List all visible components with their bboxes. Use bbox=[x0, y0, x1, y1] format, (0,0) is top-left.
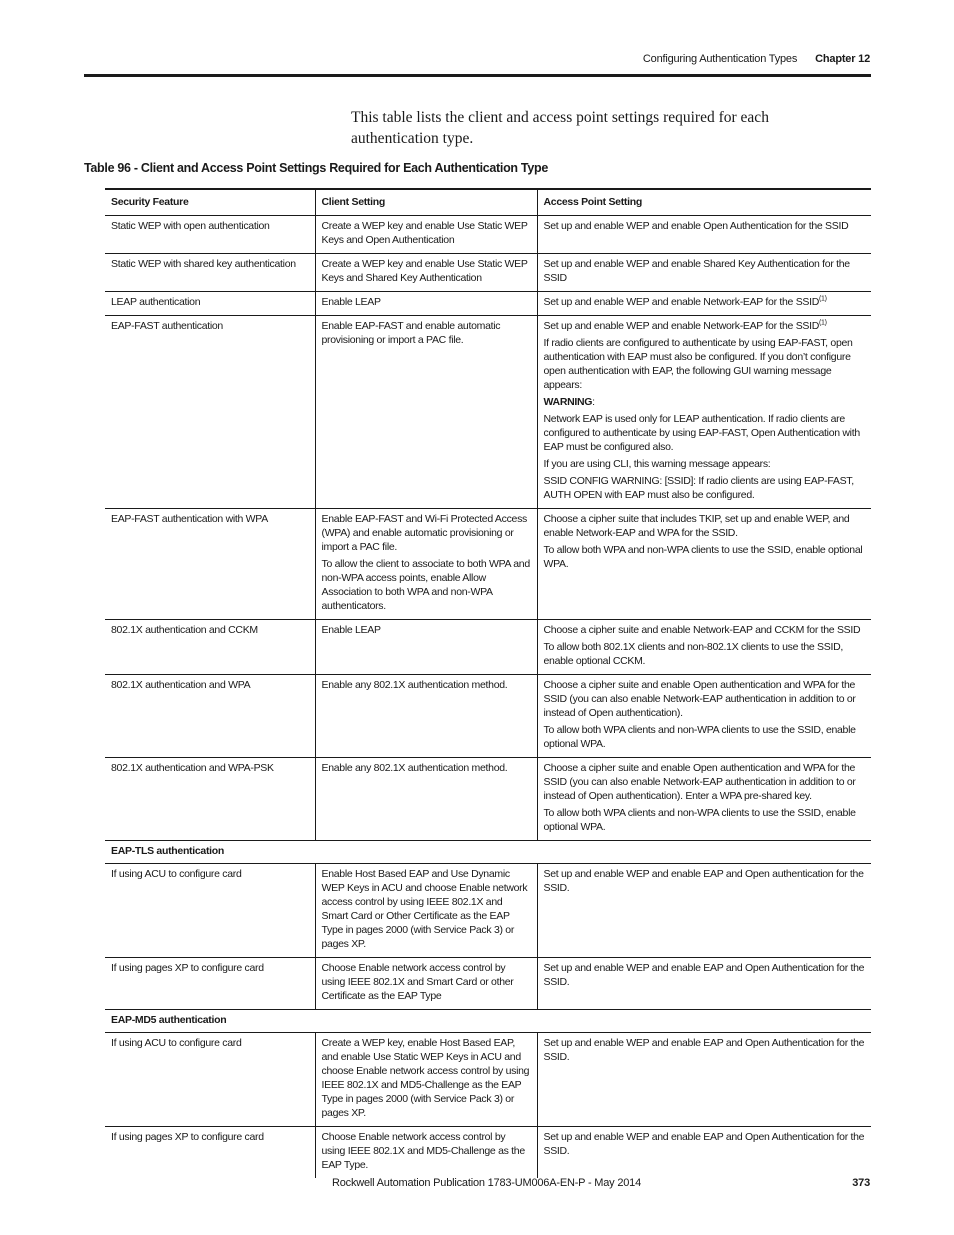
settings-table bbox=[105, 188, 871, 1178]
client-setting-cell bbox=[315, 292, 537, 316]
access-point-setting-cell bbox=[537, 1033, 871, 1127]
access-point-setting-paragraph bbox=[544, 457, 867, 471]
access-point-setting-cell bbox=[537, 254, 871, 292]
access-point-setting-paragraph bbox=[544, 474, 867, 502]
access-point-setting-cell bbox=[537, 1127, 871, 1179]
access-point-setting-paragraph bbox=[544, 761, 867, 803]
table-row bbox=[105, 509, 871, 620]
security-feature-cell: 802.1X authentication and CCKM bbox=[111, 624, 258, 636]
access-point-setting-text: Set up and enable WEP and enable EAP and Open Authentication for the SSID. bbox=[543, 962, 865, 988]
table-row bbox=[105, 620, 871, 675]
section-row bbox=[105, 1010, 871, 1033]
access-point-setting-text: To allow both 802.1X clients and non-802.1X clients to use the SSID, enable optional CCKM. bbox=[543, 641, 843, 667]
access-point-setting-cell bbox=[537, 620, 871, 675]
client-setting-cell bbox=[315, 620, 537, 675]
footnote-marker: (1) bbox=[819, 295, 827, 303]
access-point-setting-paragraph bbox=[544, 867, 867, 895]
access-point-setting-text: To allow both WPA clients and non-WPA clients to use the SSID, enable optional WPA. bbox=[543, 807, 856, 833]
client-setting-text: Enable EAP-FAST and Wi-Fi Protected Access (WPA) and enable automatic provisioning or import a PAC file. bbox=[321, 513, 527, 553]
table-header-row bbox=[105, 189, 871, 216]
column-header-access-point-setting: Access Point Setting bbox=[537, 189, 871, 216]
access-point-setting-text: Set up and enable WEP and enable Network-EAP for the SSID bbox=[543, 296, 820, 308]
section-row bbox=[105, 841, 871, 864]
access-point-setting-cell bbox=[537, 216, 871, 254]
security-feature-cell: If using pages XP to configure card bbox=[111, 962, 264, 974]
table-row bbox=[105, 316, 871, 509]
security-feature-cell: If using pages XP to configure card bbox=[111, 1131, 264, 1143]
client-setting-text: Create a WEP key, enable Host Based EAP, and enable Use Static WEP Keys in ACU and choose Enable network access control by using IEEE 802.1X and MD5-Challenge as the EAP Type in pages 2000 (with Service Pack 3) or pages XP. bbox=[321, 1037, 530, 1119]
access-point-setting-text: Set up and enable WEP and enable EAP and Open authentication for the SSID. bbox=[543, 868, 864, 894]
access-point-setting-cell bbox=[537, 758, 871, 841]
access-point-setting-paragraph bbox=[544, 512, 867, 540]
publication-info: Rockwell Automation Publication 1783-UM006A-EN-P - May 2014 bbox=[332, 1177, 641, 1189]
client-setting-cell bbox=[315, 958, 537, 1010]
access-point-setting-paragraph bbox=[544, 336, 867, 392]
access-point-setting-text: Choose a cipher suite and enable Open authentication and WPA for the SSID (you can also enable Network-EAP authentication in addition to or instead of Open authentication). bbox=[543, 679, 856, 719]
security-feature-cell: Static WEP with open authentication bbox=[111, 220, 270, 232]
client-setting-text: Enable EAP-FAST and enable automatic provisioning or import a PAC file. bbox=[321, 320, 501, 346]
table-row bbox=[105, 1033, 871, 1127]
client-setting-cell bbox=[315, 254, 537, 292]
client-setting-text: Enable Host Based EAP and Use Dynamic WEP Keys in ACU and choose Enable network access control by using IEEE 802.1X and Smart Card or Other Certificate as the EAP Type in pages 2000 (with Service Pack 3) or pages XP. bbox=[321, 868, 528, 950]
security-feature-cell: LEAP authentication bbox=[111, 296, 201, 308]
security-feature-cell: If using ACU to configure card bbox=[111, 1037, 242, 1049]
access-point-setting-text: If you are using CLI, this warning message appears: bbox=[543, 458, 771, 470]
access-point-setting-paragraph bbox=[544, 1036, 867, 1064]
access-point-setting-cell bbox=[537, 316, 871, 509]
table-row bbox=[105, 958, 871, 1010]
security-feature-cell: 802.1X authentication and WPA-PSK bbox=[111, 762, 274, 774]
access-point-setting-text: Set up and enable WEP and enable EAP and Open Authentication for the SSID. bbox=[543, 1037, 865, 1063]
table-row bbox=[105, 675, 871, 758]
security-feature-cell: EAP-FAST authentication bbox=[111, 320, 223, 332]
intro-paragraph: This table lists the client and access point settings required for each authentication type. bbox=[351, 109, 769, 147]
page-number: 373 bbox=[852, 1177, 870, 1189]
running-head-section-title: Configuring Authentication Types bbox=[642, 53, 798, 65]
section-heading: EAP-MD5 authentication bbox=[111, 1014, 227, 1026]
access-point-setting-paragraph bbox=[544, 678, 867, 720]
access-point-setting-text: To allow both WPA clients and non-WPA clients to use the SSID, enable optional WPA. bbox=[543, 724, 856, 750]
client-setting-cell bbox=[315, 1127, 537, 1179]
client-setting-cell bbox=[315, 864, 537, 958]
warning-label: WARNING bbox=[543, 396, 593, 408]
access-point-setting-cell bbox=[537, 958, 871, 1010]
access-point-setting-text: To allow both WPA and non-WPA clients to use the SSID, enable optional WPA. bbox=[543, 544, 863, 570]
client-setting-text: Enable any 802.1X authentication method. bbox=[321, 679, 508, 691]
table-row bbox=[105, 216, 871, 254]
footnote-marker: (1) bbox=[819, 319, 827, 327]
access-point-setting-text: Set up and enable WEP and enable EAP and Open Authentication for the SSID. bbox=[543, 1131, 865, 1157]
column-header-client-setting: Client Setting bbox=[315, 189, 537, 216]
client-setting-text: Enable any 802.1X authentication method. bbox=[321, 762, 508, 774]
table-caption: Table 96 - Client and Access Point Settings Required for Each Authentication Type bbox=[84, 161, 548, 175]
running-head-chapter: Chapter 12 bbox=[815, 53, 870, 65]
access-point-setting-cell bbox=[537, 509, 871, 620]
table-row bbox=[105, 758, 871, 841]
header-rule bbox=[84, 74, 871, 77]
access-point-setting-text: Choose a cipher suite that includes TKIP, set up and enable WEP, and enable Network-EAP and WPA for the SSID. bbox=[543, 513, 850, 539]
column-header-security-feature: Security Feature bbox=[111, 196, 189, 208]
client-setting-cell bbox=[315, 509, 537, 620]
table-row bbox=[105, 292, 871, 316]
access-point-setting-text: Set up and enable WEP and enable Shared Key Authentication for the SSID bbox=[543, 258, 850, 284]
access-point-setting-text: Set up and enable WEP and enable Open Authentication for the SSID bbox=[543, 220, 849, 232]
access-point-setting-text: Network EAP is used only for LEAP authentication. If radio clients are configured to authenticate by using EAP-FAST, Open Authentication with EAP must be configured also. bbox=[543, 413, 860, 453]
access-point-setting-paragraph bbox=[544, 623, 867, 637]
client-setting-text: Enable LEAP bbox=[321, 624, 381, 636]
table-body bbox=[105, 216, 871, 1179]
client-setting-cell bbox=[315, 316, 537, 509]
client-setting-cell bbox=[315, 758, 537, 841]
access-point-setting-paragraph bbox=[544, 723, 867, 751]
warning-label-colon: : bbox=[592, 396, 595, 408]
client-setting-text: To allow the client to associate to both WPA and non-WPA access points, enable Allow Association to both WPA and non-WPA authenticators. bbox=[321, 558, 530, 612]
client-setting-text: Create a WEP key and enable Use Static WEP Keys and Open Authentication bbox=[321, 220, 528, 246]
access-point-setting-paragraph bbox=[544, 961, 867, 989]
client-setting-cell bbox=[315, 675, 537, 758]
security-feature-cell: Static WEP with shared key authentication bbox=[111, 258, 296, 270]
access-point-setting-text: If radio clients are configured to authenticate by using EAP-FAST, open authentication with EAP must also be configured. If you don’t configure open authentication with EAP, the following GUI warning message appears: bbox=[543, 337, 853, 391]
access-point-setting-paragraph bbox=[544, 295, 867, 309]
client-setting-cell bbox=[315, 216, 537, 254]
access-point-setting-cell bbox=[537, 675, 871, 758]
access-point-setting-text: Set up and enable WEP and enable Network-EAP for the SSID bbox=[543, 320, 820, 332]
table-row bbox=[105, 254, 871, 292]
section-heading: EAP-TLS authentication bbox=[111, 845, 224, 857]
access-point-setting-paragraph bbox=[544, 219, 867, 233]
access-point-setting-cell bbox=[537, 864, 871, 958]
table-row bbox=[105, 864, 871, 958]
security-feature-cell: EAP-FAST authentication with WPA bbox=[111, 513, 268, 525]
client-setting-text: Choose Enable network access control by using IEEE 802.1X and Smart Card or other Certificate as the EAP Type bbox=[321, 962, 514, 1002]
access-point-setting-paragraph bbox=[544, 412, 867, 454]
access-point-setting-paragraph bbox=[544, 257, 867, 285]
client-setting-text: Choose Enable network access control by using IEEE 802.1X and MD5-Challenge as the EAP Type. bbox=[321, 1131, 525, 1171]
access-point-setting-text: Choose a cipher suite and enable Open authentication and WPA for the SSID (you can also enable Network-EAP authentication in addition to or instead of Open authentication). Enter a WPA pre-shared key. bbox=[543, 762, 856, 802]
access-point-setting-text: SSID CONFIG WARNING: [SSID]: If radio clients are using EAP-FAST, AUTH OPEN with EAP must also be configured. bbox=[543, 475, 854, 501]
security-feature-cell: If using ACU to configure card bbox=[111, 868, 242, 880]
access-point-setting-paragraph bbox=[544, 806, 867, 834]
access-point-setting-paragraph bbox=[544, 543, 867, 571]
running-head bbox=[643, 53, 870, 65]
access-point-setting-paragraph bbox=[544, 319, 867, 333]
access-point-setting-paragraph bbox=[544, 395, 867, 409]
client-setting-text: Create a WEP key and enable Use Static WEP Keys and Shared Key Authentication bbox=[321, 258, 528, 284]
access-point-setting-cell bbox=[537, 292, 871, 316]
table-row bbox=[105, 1127, 871, 1179]
access-point-setting-paragraph bbox=[544, 1130, 867, 1158]
access-point-setting-text: Choose a cipher suite and enable Network-EAP and CCKM for the SSID bbox=[543, 624, 861, 636]
security-feature-cell: 802.1X authentication and WPA bbox=[111, 679, 251, 691]
client-setting-cell bbox=[315, 1033, 537, 1127]
access-point-setting-paragraph bbox=[544, 640, 867, 668]
client-setting-text: Enable LEAP bbox=[321, 296, 381, 308]
